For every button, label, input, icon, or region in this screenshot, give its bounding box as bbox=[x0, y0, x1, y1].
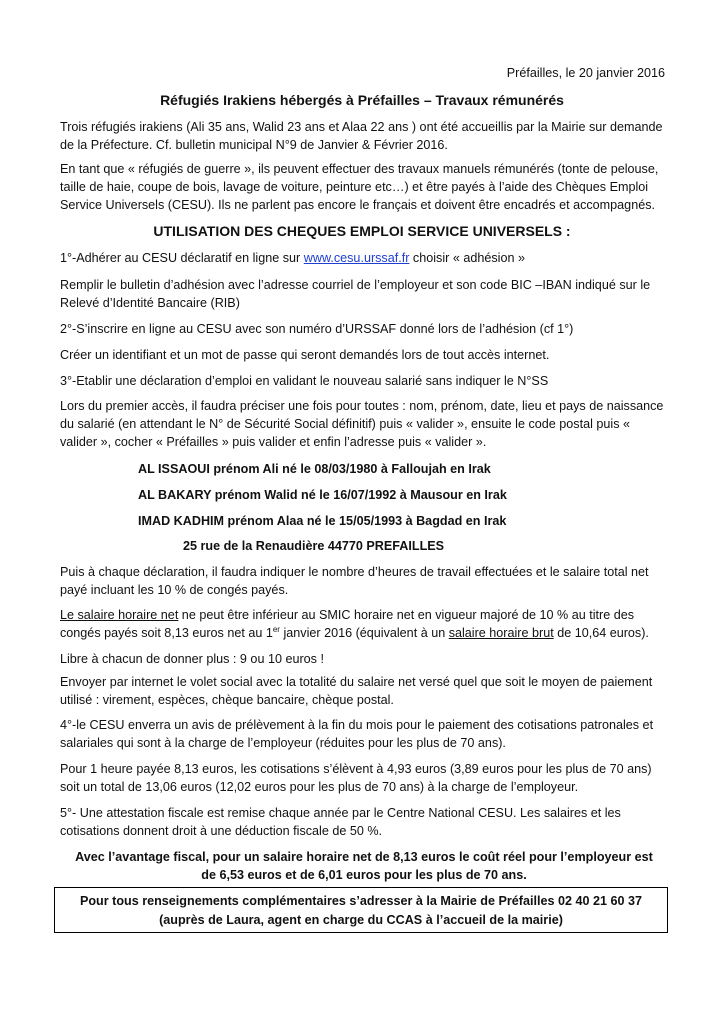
salary-text-c: de 10,64 euros). bbox=[553, 626, 649, 640]
step-1-detail: Remplir le bulletin d’adhésion avec l’adresse courriel de l’employeur et son code BIC –IBAN indiqué sur le Relevé d’Identité Bancaire (RIB) bbox=[60, 278, 651, 310]
step-2: 2°-S’inscrire en ligne au CESU avec son numéro d’URSSAF donné lors de l’adhésion (cf 1°) bbox=[60, 322, 574, 336]
step-3: 3°-Etablir une déclaration d’emploi en validant le nouveau salarié sans indiquer le N°SS bbox=[60, 374, 549, 388]
address: 25 rue de la Renaudière 44770 PREFAILLES bbox=[183, 539, 445, 553]
person-alaa: IMAD KADHIM prénom Alaa né le 15/05/1993 à Bagdad en Irak bbox=[138, 514, 507, 528]
cesu-website-link[interactable]: www.cesu.urssaf.fr bbox=[303, 251, 410, 265]
contact-line-2: (auprès de Laura, agent en charge du CCAS à l’accueil de la mairie) bbox=[159, 913, 563, 927]
step-5: 5°- Une attestation fiscale est remise chaque année par le Centre National CESU. Les salaires et les cotisations donnent droit à une déduction fiscale de 50 %. bbox=[60, 806, 621, 838]
salary-text-b: janvier 2016 (équivalent à un bbox=[279, 626, 449, 640]
step-1-text-end: choisir « adhésion » bbox=[409, 251, 525, 265]
step-3-detail: Lors du premier accès, il faudra préciser une fois pour toutes : nom, prénom, date, lieu et pays de naissance du salarié (en attendant le N° de Sécurité Social définitif) puis « valider », ensuite le code postal puis « valider », cocher « Préfailles » puis valider et enfin l’adresse puis « valider ». bbox=[60, 399, 664, 449]
free-amount-note: Libre à chacun de donner plus : 9 ou 10 euros ! bbox=[60, 652, 324, 666]
step-2-detail: Créer un identifiant et un mot de passe qui seront demandés lors de tout accès internet. bbox=[60, 348, 550, 362]
fiscal-advantage-line-1: Avec l’avantage fiscal, pour un salaire horaire net de 8,13 euros le coût réel pour l’employeur est bbox=[75, 850, 653, 864]
person-walid: AL BAKARY prénom Walid né le 16/07/1992 à Mausour en Irak bbox=[138, 488, 507, 502]
step-1-text: 1°-Adhérer au CESU déclaratif en ligne sur bbox=[60, 251, 304, 265]
social-paragraph: Envoyer par internet le volet social avec la totalité du salaire net versé quel que soit le moyen de paiement utilisé : virement, espèces, chèque bancaire, chèque postal. bbox=[60, 675, 653, 707]
salary-paragraph bbox=[60, 606, 668, 642]
gross-hourly-wage-term: salaire horaire brut bbox=[448, 626, 554, 640]
step-4: 4°-le CESU enverra un avis de prélèvement à la fin du mois pour le paiement des cotisations patronales et salariales qui sont à la charge de l’employeur (réduites pour les plus de 70 ans). bbox=[60, 718, 654, 750]
intro-paragraph: Trois réfugiés irakiens (Ali 35 ans, Walid 23 ans et Alaa 22 ans ) ont été accueillis par la Mairie sur demande de la Préfecture. Cf. bulletin municipal N°9 de Janvier & Février 2016. bbox=[60, 120, 663, 152]
fiscal-advantage-line-2: de 6,53 euros et de 6,01 euros pour les plus de 70 ans. bbox=[201, 868, 527, 882]
contact-box bbox=[54, 887, 668, 933]
person-ali: AL ISSAOUI prénom Ali né le 08/03/1980 à Falloujah en Irak bbox=[138, 462, 491, 476]
superscript-er: er bbox=[272, 624, 280, 634]
document-title: Réfugiés Irakiens hébergés à Préfailles – Travaux rémunérés bbox=[160, 92, 564, 108]
contact-line-1: Pour tous renseignements complémentaires s’adresser à la Mairie de Préfailles 02 40 21 60 37 bbox=[79, 894, 643, 908]
refugee-work-paragraph: En tant que « réfugiés de guerre », ils peuvent effectuer des travaux manuels rémunérés (tonte de pelouse, taille de haie, coupe de bois, lavage de voiture, peinture etc…) et être payés à l’aide des Chèques Emploi Service Universels (CESU). Ils ne parlent pas encore le français et doivent être encadrés et accompagnés. bbox=[60, 162, 659, 212]
document-date: Préfailles, le 20 janvier 2016 bbox=[506, 66, 665, 80]
step-1 bbox=[60, 249, 668, 267]
salary-text-a: ne peut être inférieur au SMIC horaire net en vigueur majoré de 10 % au titre des congés payés soit 8,13 euros net au 1 bbox=[60, 608, 635, 640]
declaration-paragraph: Puis à chaque déclaration, il faudra indiquer le nombre d’heures de travail effectuées et le salaire total net payé incluant les 10 % de congés payés. bbox=[60, 565, 649, 597]
cost-paragraph: Pour 1 heure payée 8,13 euros, les cotisations s’élèvent à 4,93 euros (3,89 euros pour les plus de 70 ans) soit un total de 13,06 euros (12,02 euros pour les plus de 70 ans) à la charge de l’employeur. bbox=[60, 762, 652, 794]
net-hourly-wage-term: Le salaire horaire net bbox=[60, 608, 179, 622]
section-title: UTILISATION DES CHEQUES EMPLOI SERVICE UNIVERSELS : bbox=[153, 223, 571, 239]
